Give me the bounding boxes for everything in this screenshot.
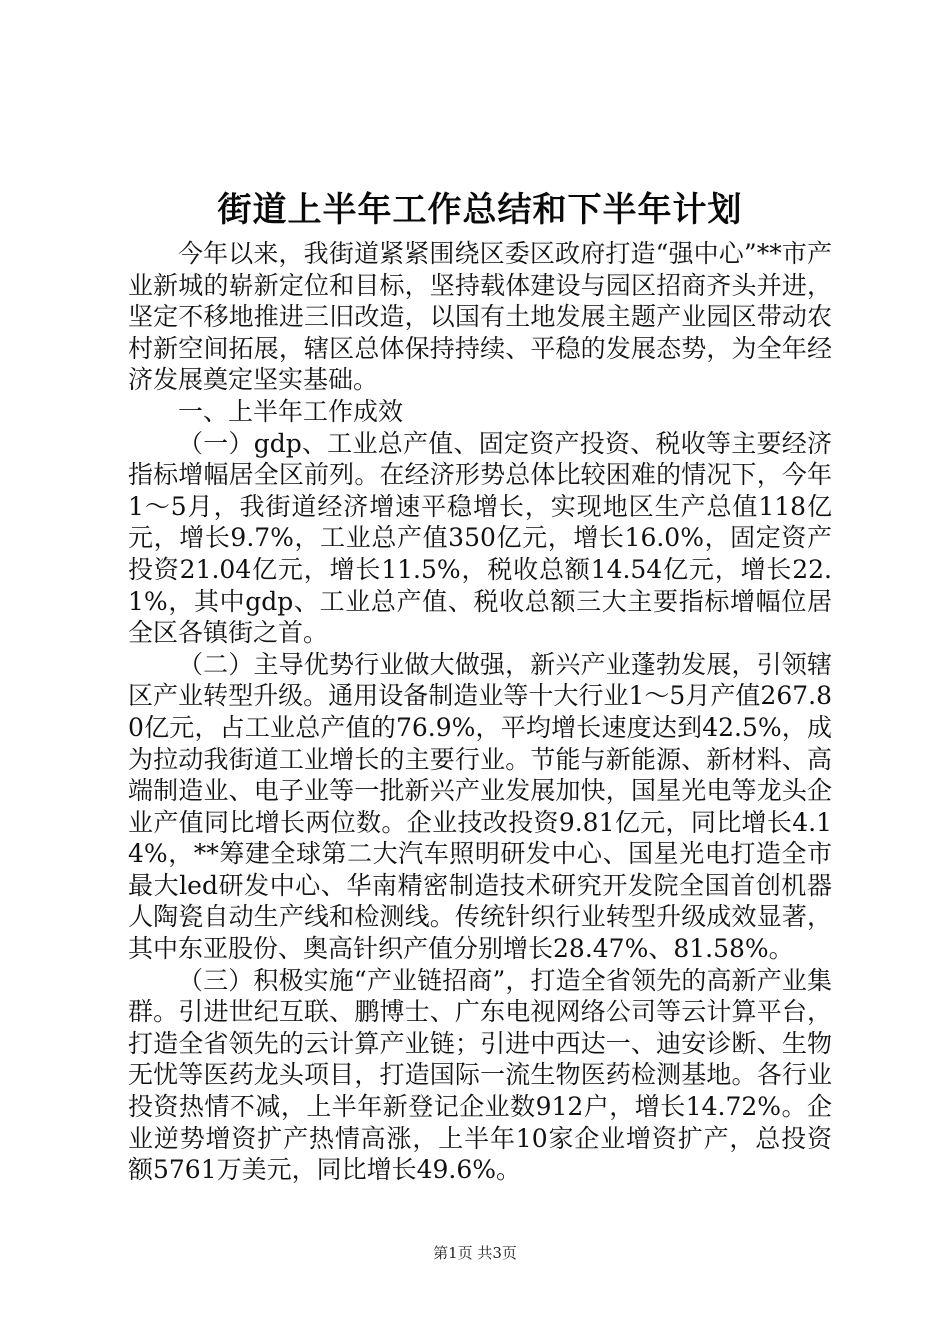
page-number-footer: 第1页 共3页 bbox=[433, 1244, 517, 1262]
body-paragraph: （三）积极实施“产业链招商”，打造全省领先的高新产业集群。引进世纪互联、鹏博士、广东电视网络公司等云计算平台，打造全省领先的云计算产业链；引进中西达一、迪安诊断、生物无忧等医药龙头项目，打造国际一流生物医药检测基地。各行业投资热情不减，上半年新登记企业数912户，增长14.72%。企业逆势增资扩产热情高涨，上半年10家企业增资扩产，总投资额5761万美元，同比增长49.6%。 bbox=[128, 965, 832, 1185]
section-heading: 一、上半年工作成效 bbox=[178, 396, 404, 426]
intro-paragraph: 今年以来，我街道紧紧围绕区委区政府打造“强中心”**市产业新城的崭新定位和目标，坚持载体建设与园区招商齐头并进，坚定不移地推进三旧改造，以国有土地发展主题产业园区带动农村新空间拓展，辖区总体保持持续、平稳的发展态势，为全年经济发展奠定坚实基础。 bbox=[128, 239, 832, 395]
document-page bbox=[128, 188, 832, 1186]
document-title: 街道上半年工作总结和下半年计划 bbox=[217, 190, 743, 230]
body-paragraph: （二）主导优势行业做大做强，新兴产业蓬勃发展，引领辖区产业转型升级。通用设备制造业等十大行业1～5月产值267.80亿元，占工业总产值的76.9%，平均增长速度达到42.5%，成为拉动我街道工业增长的主要行业。节能与新能源、新材料、高端制造业、电子业等一批新兴产业发展加快，国星光电等龙头企业产值同比增长两位数。企业技改投资9.81亿元，同比增长4.14%，**筹建全球第二大汽车照明研发中心、国星光电打造全市最大led研发中心、华南精密制造技术研究开发院全国首创机器人陶瓷自动生产线和检测线。传统针织行业转型升级成效显著，其中东亚股份、奥高针织产值分别增长28.47%、81.58%。 bbox=[128, 649, 832, 964]
body-paragraph: （一）gdp、工业总产值、固定资产投资、税收等主要经济指标增幅居全区前列。在经济形势总体比较困难的情况下，今年1～5月，我街道经济增速平稳增长，实现地区生产总值118亿元，增长9.7%，工业总产值350亿元，增长16.0%，固定资产投资21.04亿元，增长11.5%，税收总额14.54亿元，增长22.1%，其中gdp、工业总产值、税收总额三大主要指标增幅位居全区各镇街之首。 bbox=[128, 428, 832, 648]
